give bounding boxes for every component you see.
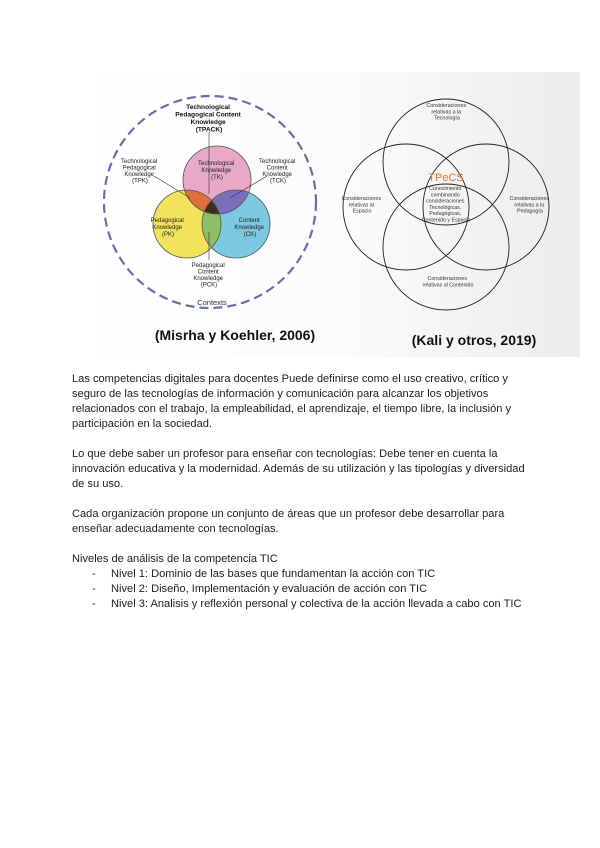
- profesor-paragraph: Lo que debe saber un profesor para enseñar con tecnologías: Debe tener en cuenta la innovación educativa y la modernidad. Además de su utilización y las tipologías y diversidad de su uso.: [72, 448, 525, 490]
- tk-label: Technological Knowledge (TK): [197, 161, 235, 181]
- pedagogy-label: Consideraciones relativas a la Pedagogía: [509, 196, 549, 215]
- context-label: Contexts: [197, 298, 227, 307]
- ck-label: Content Knowledge (CK): [234, 218, 265, 238]
- tpecs-title: TPeCS: [428, 172, 464, 184]
- tpecs-description: Conocimiento combinando consideraciones Tecnológicas, Pedagógicas, Contenido y Espacio: [421, 186, 471, 224]
- competencias-paragraph: Las competencias digitales para docentes Puede definirse como el uso creativo, crítico y seguro de las tecnologías de información y comunicación para alcanzar los objetivos relacionados con el trabajo, la empleabilidad, el aprendizaje, el tiempo libre, la inclusión y participación en la sociedad.: [72, 373, 512, 430]
- pk-label: Pedagogical Knowledge (PK): [150, 218, 184, 238]
- document-body: [72, 372, 532, 612]
- models-figure: [72, 72, 580, 357]
- models-figure-svg: [72, 72, 580, 357]
- level-item: - Nivel 2: Diseño, Implementación y evaluación de acción con TIC: [92, 582, 532, 597]
- tpk-label: Technological Pedagogical Knowledge (TPK): [120, 159, 158, 185]
- space-label: Consideraciones relativas al Espacio: [341, 196, 381, 215]
- levels-title: Niveles de análisis de la competencia TIC: [72, 553, 278, 565]
- technology-label: Consideraciones relativas a la Tecnología: [426, 103, 466, 122]
- organizacion-paragraph: Cada organización propone un conjunto de áreas que un profesor debe desarrollar para enseñar adecuadamente con tecnologías.: [72, 508, 505, 535]
- tpecs-caption: (Kali y otros, 2019): [411, 332, 537, 348]
- figure-background: [72, 72, 580, 357]
- pck-label: Pedagogical Content Knowledge (PCK): [191, 263, 225, 289]
- level-item: - Nivel 3: Analisis y reflexión personal y colectiva de la acción llevada a cabo con TIC: [92, 597, 532, 612]
- tpack-center-label: Technological Pedagogical Content Knowledge (TPACK): [175, 104, 241, 134]
- tpack-caption: (Misrha y Koehler, 2006): [154, 327, 316, 343]
- content-label: Consideraciones relativas al Contenido: [422, 276, 474, 289]
- levels-list: [72, 567, 532, 612]
- tck-label: Technological Content Knowledge (TCK): [258, 159, 296, 185]
- level-item: - Nivel 1: Dominio de las bases que fundamentan la acción con TIC: [92, 567, 532, 582]
